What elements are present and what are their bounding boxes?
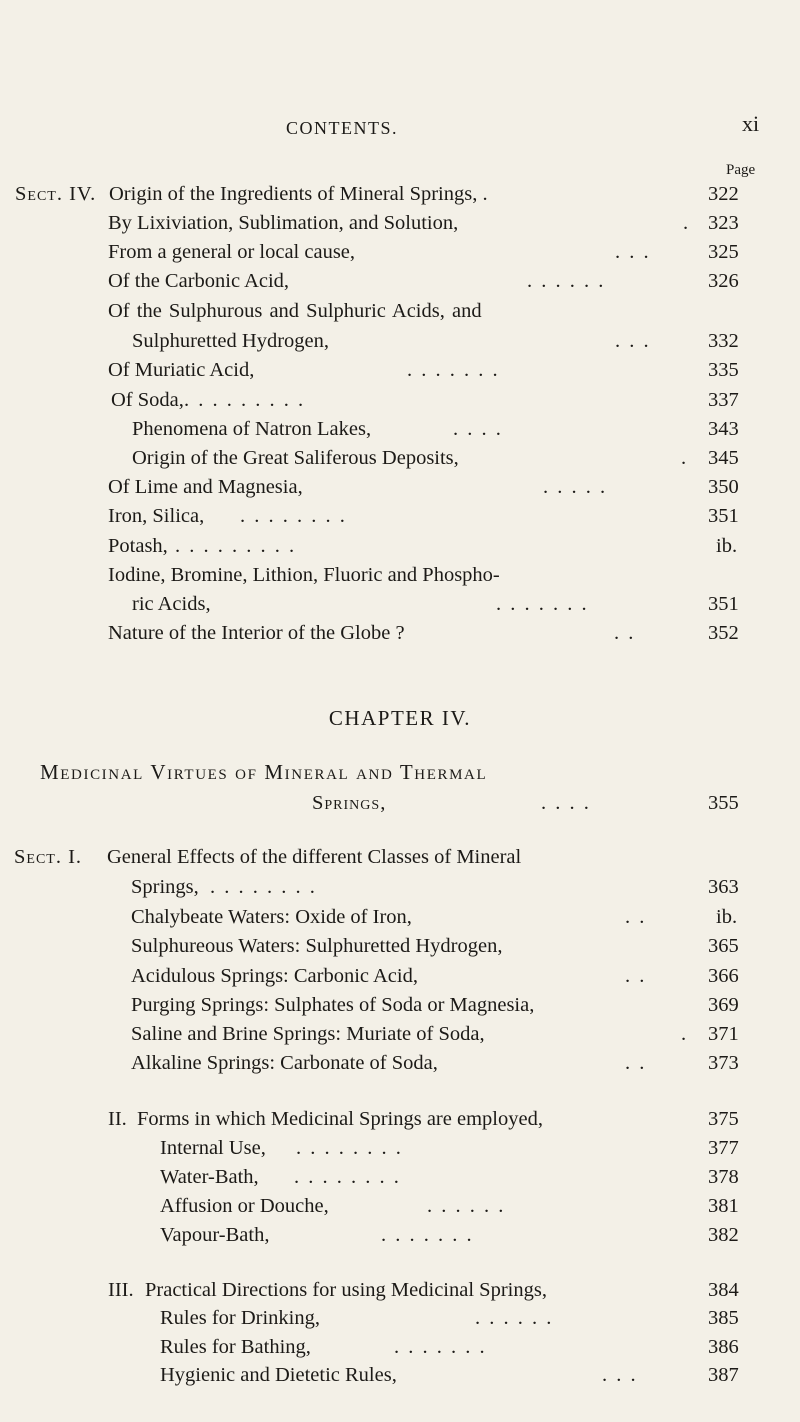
toc-entry-text: Alkaline Springs: Carbonate of Soda, xyxy=(131,1052,438,1074)
toc-entry[interactable] xyxy=(0,994,800,1024)
section-label: III. xyxy=(108,1279,134,1301)
leader-dots: . . . . . xyxy=(543,476,608,498)
toc-entry-page: 377 xyxy=(708,1137,739,1159)
toc-entry-text: Iodine, Bromine, Lithion, Fluoric and Phospho- xyxy=(108,564,500,586)
leader-dots: . . xyxy=(625,1052,647,1074)
toc-entry-text: Rules for Drinking, xyxy=(160,1307,320,1329)
toc-entry[interactable] xyxy=(0,447,800,477)
toc-entry[interactable] xyxy=(0,622,800,652)
leader-dots: . . . xyxy=(602,1364,638,1386)
toc-entry-page: 369 xyxy=(708,994,739,1016)
toc-entry[interactable] xyxy=(0,212,800,242)
toc-entry[interactable] xyxy=(0,418,800,448)
leader-dots: . . . xyxy=(615,330,651,352)
toc-entry-page: ib. xyxy=(716,906,738,928)
toc-entry-text: Springs, xyxy=(131,876,199,898)
toc-entry-page: 351 xyxy=(708,593,739,615)
toc-entry[interactable] xyxy=(0,1364,800,1394)
toc-entry-page: 335 xyxy=(708,359,739,381)
leader-dots: . . xyxy=(625,965,647,987)
toc-entry[interactable] xyxy=(0,1052,800,1082)
toc-entry-text: Nature of the Interior of the Globe ? xyxy=(108,622,405,644)
toc-entry-page: 351 xyxy=(708,505,739,527)
toc-entry[interactable] xyxy=(0,359,800,389)
chapter-title-entry[interactable] xyxy=(0,792,800,822)
toc-entry-text: General Effects of the different Classes of Mineral xyxy=(107,846,522,868)
chapter-title-line2: Springs, xyxy=(312,792,387,814)
toc-entry-page: 322 xyxy=(708,183,739,205)
toc-entry-text: Sulphuretted Hydrogen, xyxy=(132,330,329,352)
toc-entry[interactable] xyxy=(0,1195,800,1225)
leader-dots: . . . xyxy=(615,241,651,263)
toc-entry-page: 382 xyxy=(708,1224,739,1246)
running-title: CONTENTS. xyxy=(286,118,398,138)
toc-entry[interactable] xyxy=(0,270,800,300)
toc-entry-page: 365 xyxy=(708,935,739,957)
toc-entry-page: 326 xyxy=(708,270,739,292)
leader-dots: . . . . xyxy=(541,792,591,814)
chapter-title-line1: Medicinal Virtues of Mineral and Thermal xyxy=(40,760,488,784)
toc-entry[interactable] xyxy=(0,476,800,506)
toc-entry[interactable] xyxy=(0,1108,800,1138)
toc-entry[interactable] xyxy=(0,1336,800,1366)
toc-entry-text: Of the Carbonic Acid, xyxy=(108,270,290,292)
toc-entry-text: Iron, Silica, xyxy=(108,505,205,527)
toc-entry-text: Origin of the Ingredients of Mineral Springs, . xyxy=(109,183,488,205)
leader-dots: . . . . xyxy=(453,418,503,440)
toc-entry-text: Of the Sulphurous and Sulphuric Acids, and xyxy=(108,300,482,322)
leader-dots: . . . . . . . . . xyxy=(175,535,297,557)
toc-entry[interactable] xyxy=(0,1279,800,1309)
leader-dots: . . . . . . xyxy=(427,1195,506,1217)
toc-entry-text: Rules for Bathing, xyxy=(160,1336,311,1358)
toc-entry-text: ric Acids, xyxy=(132,593,211,615)
toc-entry[interactable] xyxy=(0,535,800,565)
toc-entry[interactable] xyxy=(0,505,800,535)
toc-entry-page: 352 xyxy=(708,622,739,644)
toc-entry[interactable] xyxy=(0,906,800,936)
leader-dots: . . xyxy=(625,906,647,928)
toc-entry[interactable] xyxy=(0,1023,800,1053)
toc-entry-page: 378 xyxy=(708,1166,739,1188)
leader-dots: . . . . . . . xyxy=(496,593,589,615)
toc-entry[interactable] xyxy=(0,593,800,623)
toc-entry-text: Phenomena of Natron Lakes, xyxy=(132,418,372,440)
toc-entry-page: ib. xyxy=(716,535,738,557)
toc-entry-text: Sulphureous Waters: Sulphuretted Hydrogen, xyxy=(131,935,503,957)
toc-entry[interactable] xyxy=(0,1307,800,1337)
toc-entry-page: 343 xyxy=(708,418,739,440)
toc-entry-text: Affusion or Douche, xyxy=(160,1195,329,1217)
toc-entry-page: 387 xyxy=(708,1364,739,1386)
leader-dots: . . . . . . xyxy=(475,1307,554,1329)
leader-dots: . . . . . . . xyxy=(407,359,500,381)
toc-entry[interactable] xyxy=(0,1166,800,1196)
toc-entry-text: Water-Bath, xyxy=(160,1166,259,1188)
leader-dots: . . . . . . . . xyxy=(294,1166,401,1188)
toc-entry-text: Chalybeate Waters: Oxide of Iron, xyxy=(131,906,412,928)
toc-entry[interactable] xyxy=(0,1137,800,1167)
toc-entry-text: Of Lime and Magnesia, xyxy=(108,476,303,498)
leader-dots: . . . . . . . xyxy=(381,1224,474,1246)
toc-entry[interactable] xyxy=(0,564,800,594)
toc-entry[interactable] xyxy=(0,876,800,906)
toc-entry-page: 323 xyxy=(708,212,739,234)
toc-entry-text: Origin of the Great Saliferous Deposits, xyxy=(132,447,459,469)
page-number: xi xyxy=(742,111,760,136)
toc-entry[interactable] xyxy=(0,330,800,360)
section-label: Sect. I. xyxy=(14,846,83,868)
toc-entry[interactable] xyxy=(0,389,800,419)
toc-entry-page: 363 xyxy=(708,876,739,898)
leader-dots: . . . . . . . xyxy=(394,1336,487,1358)
leader-dots: . xyxy=(681,447,689,469)
toc-entry-text: Forms in which Medicinal Springs are employed, xyxy=(137,1108,543,1130)
toc-entry[interactable] xyxy=(0,1224,800,1254)
toc-entry-text: Of Muriatic Acid, xyxy=(108,359,255,381)
leader-dots: . . xyxy=(614,622,636,644)
toc-entry-text: Potash, xyxy=(108,535,168,557)
toc-entry-page: 386 xyxy=(708,1336,739,1358)
toc-entry[interactable] xyxy=(0,241,800,271)
toc-entry-page: 366 xyxy=(708,965,739,987)
toc-entry-text: Saline and Brine Springs: Muriate of Soda, xyxy=(131,1023,485,1045)
toc-entry-page: 373 xyxy=(708,1052,739,1074)
toc-entry-page: 332 xyxy=(708,330,739,352)
leader-dots: . . . . . . . . . xyxy=(184,389,306,411)
leader-dots: . . . . . . xyxy=(527,270,606,292)
toc-entry-text: Practical Directions for using Medicinal Springs, xyxy=(145,1279,547,1301)
toc-entry-page: 345 xyxy=(708,447,739,469)
leader-dots: . xyxy=(683,212,691,234)
toc-entry[interactable] xyxy=(0,183,800,213)
toc-entry-text: Of Soda, xyxy=(111,389,184,411)
chapter-page: 355 xyxy=(708,792,739,814)
toc-entry[interactable] xyxy=(0,935,800,965)
toc-entry[interactable] xyxy=(0,300,800,330)
toc-entry-text: Acidulous Springs: Carbonic Acid, xyxy=(131,965,418,987)
toc-entry-page: 325 xyxy=(708,241,739,263)
toc-entry-text: Vapour-Bath, xyxy=(160,1224,270,1246)
section-label: II. xyxy=(108,1108,127,1130)
toc-entry-text: From a general or local cause, xyxy=(108,241,356,263)
toc-entry-page: 375 xyxy=(708,1108,739,1130)
toc-entry[interactable] xyxy=(0,965,800,995)
leader-dots: . . . . . . . . xyxy=(240,505,347,527)
leader-dots: . . . . . . . . xyxy=(210,876,317,898)
toc-entry-text: Internal Use, xyxy=(160,1137,266,1159)
page-column-label: Page xyxy=(726,162,756,178)
chapter-heading: CHAPTER IV. xyxy=(328,706,472,730)
toc-entry-page: 371 xyxy=(708,1023,739,1045)
toc-entry-text: Purging Springs: Sulphates of Soda or Magnesia, xyxy=(131,994,535,1016)
toc-entry[interactable] xyxy=(0,846,800,876)
toc-entry-text: Hygienic and Dietetic Rules, xyxy=(160,1364,397,1386)
toc-entry-text: By Lixiviation, Sublimation, and Solution, xyxy=(108,212,459,234)
toc-entry-page: 384 xyxy=(708,1279,739,1301)
toc-entry-page: 381 xyxy=(708,1195,739,1217)
section-label: Sect. IV. xyxy=(15,183,97,205)
toc-entry-page: 385 xyxy=(708,1307,739,1329)
toc-entry-page: 350 xyxy=(708,476,739,498)
leader-dots: . xyxy=(681,1023,689,1045)
leader-dots: . . . . . . . . xyxy=(296,1137,403,1159)
toc-entry-page: 337 xyxy=(708,389,739,411)
